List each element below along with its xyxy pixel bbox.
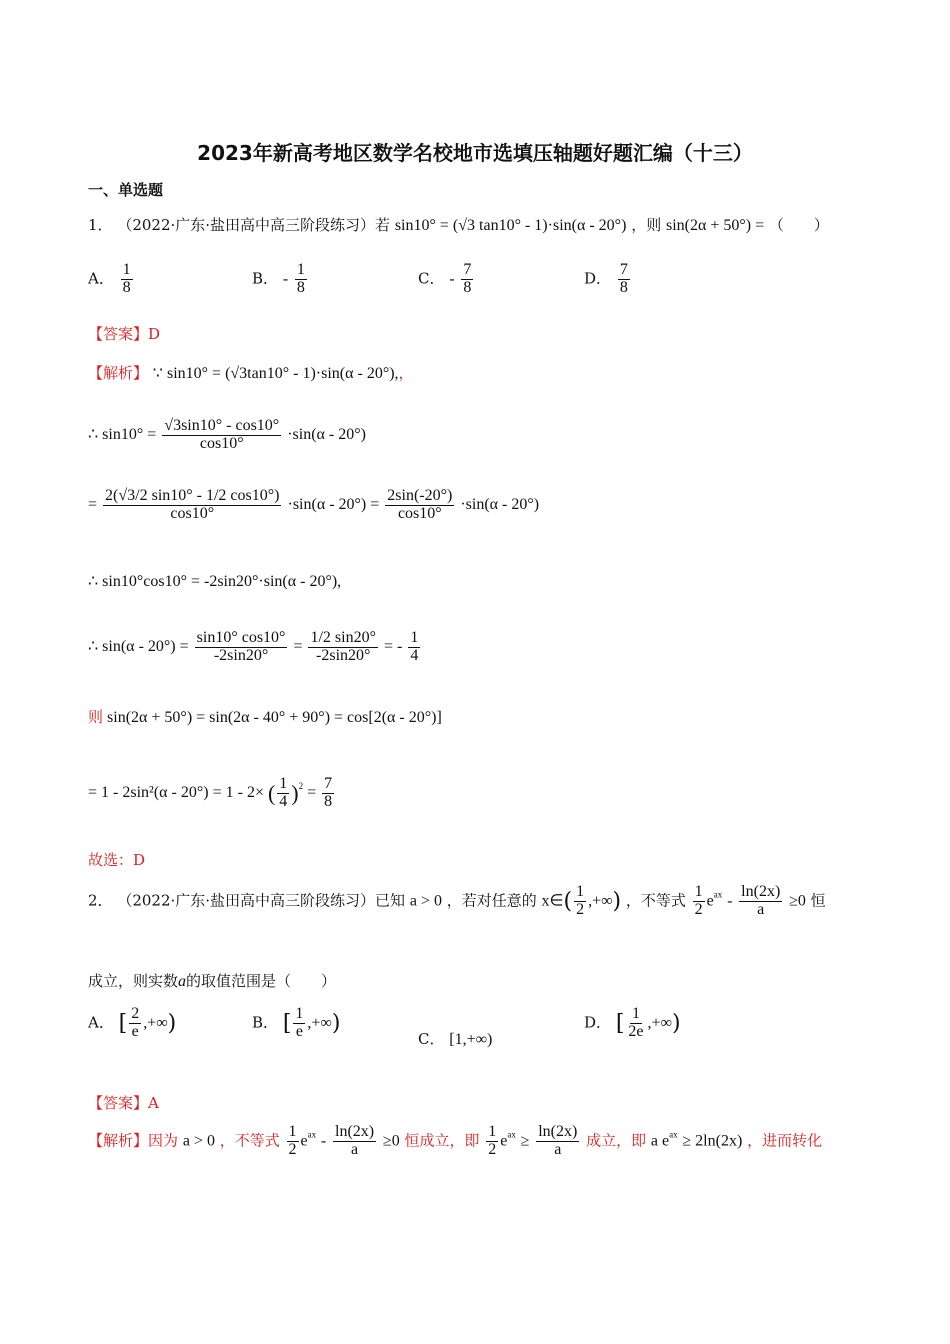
page-title: 2023年新高考地区数学名校地市选填压轴题好题汇编（十三）	[197, 141, 753, 165]
q1-stem	[88, 214, 829, 235]
q2-analysis: 【解析】因为 a > 0 ，不等式 $\frac{1}{2}$ $e^{ax}$ - $\frac{\ln(2x)}{a}$ ≥0 恒成立，即 $\frac{1}{2}$ $e^{ax}$ ≥ $\frac{\ln(2x)}{a}$ 成立，即 a $e^{ax} \ge 2\ln(2x)$ ，进而转化	[88, 1123, 823, 1158]
q1-step1: 【解析】 ∵ sin10° = (√3tan10° - 1)·sin(α - 20°),，	[88, 364, 414, 382]
q1-then: ，则	[631, 216, 662, 234]
q1-step6: 则 sin(2α + 50°) = sin(2α - 40° + 90°) = cos[2(α - 20°)]	[88, 709, 442, 726]
q1-option-a[interactable]: A． $\frac{1}{8}$	[88, 261, 131, 296]
q1-answer: 【答案】D	[88, 325, 161, 343]
section-heading: 一、单选题	[88, 181, 164, 199]
q1-step7: = 1 - 2sin²(α - 20°) = 1 - 2× ( $\frac{1}{4}$ )$^2$ = $\frac{7}{8}$	[88, 775, 333, 810]
q2-stem-line2: 成立，则实数a的取值范围是（ ）	[88, 972, 337, 990]
q1-step5: ∴ sin(α - 20°) = $\frac{\sin 10^\circ \cos 10^\circ}{-2\sin 20^\circ}$ = $\frac{1/2 \sin 20^\circ}{-2\sin 20^\circ}$ = - $\frac{1}{4}$	[88, 629, 419, 664]
q1-option-d[interactable]: D． $\frac{7}{8}$	[584, 261, 628, 296]
q2-option-b[interactable]: B． [ $\frac{1}{e}$ ,+∞)	[252, 1005, 341, 1040]
q1-option-c[interactable]: C． - $\frac{7}{8}$	[418, 261, 472, 296]
q1-ask: sin(2α + 50°) =	[665, 217, 765, 234]
q1-source: （2022·广东·盐田高中高三阶段练习）若	[117, 216, 391, 234]
q2-option-c[interactable]: C． [1,+∞)	[418, 1030, 493, 1048]
q2-option-a[interactable]: A． [ $\frac{2}{e}$ ,+∞)	[88, 1005, 177, 1040]
q1-paren: （ ）	[768, 216, 829, 234]
q1-step4: ∴ sin10°cos10° = -2sin20°·sin(α - 20°),	[88, 573, 342, 590]
q1-conclusion: 故选：D	[88, 851, 146, 869]
q1-step3: = $\frac{2(√3/2 \sin 10^\circ - 1/2 \cos 10^\circ)}{\cos 10^\circ}$ ·sin(α - 20°) = $\frac{2\sin(-20^\circ)}{\cos 10^\circ}$ ·sin(α - 20°)	[88, 487, 540, 522]
q2-option-d[interactable]: D． [ $\frac{1}{2e}$ ,+∞)	[584, 1005, 681, 1040]
q1-condition: sin10° = (√3 tan10° - 1)·sin(α - 20°)	[394, 217, 627, 234]
q1-option-b[interactable]: B． - $\frac{1}{8}$	[252, 261, 305, 296]
q1-number: 1．	[88, 216, 113, 234]
q2-answer: 【答案】A	[88, 1094, 159, 1112]
q1-step2: ∴ sin10° = $\frac{√3\sin 10^\circ - \cos 10^\circ}{\cos 10^\circ}$ ·sin(α - 20°)	[88, 417, 366, 452]
q2-stem: 2． （2022·广东·盐田高中高三阶段练习）已知 a > 0 ，若对任意的 x∈( $\frac{1}{2}$ ,+∞) ，不等式 $\frac{1}{2}$ $e^{ax}$ - $\frac{\ln(2x)}{a}$ ≥0 恒	[88, 883, 826, 918]
